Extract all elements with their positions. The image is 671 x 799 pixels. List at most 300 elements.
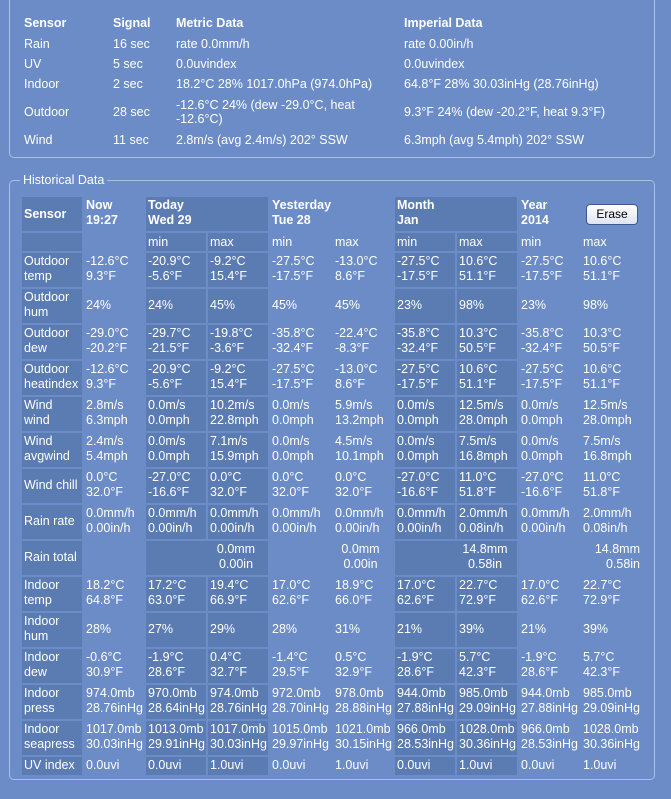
hist-value-metric: 11.0°C xyxy=(583,470,621,484)
hist-value-metric: 0.0mm/h xyxy=(210,506,259,520)
hist-value-cell xyxy=(84,505,144,539)
hist-value-metric: 2.0mm/h xyxy=(583,506,632,520)
hist-value-metric: 0.0mm/h xyxy=(521,506,570,520)
hist-value-metric: 0.4°C xyxy=(210,650,242,664)
hist-value-metric: 4.5m/s xyxy=(335,434,373,448)
hist-value-imperial: 28.76inHg xyxy=(210,701,267,715)
hist-value-cell xyxy=(395,757,455,775)
hist-row-sensor xyxy=(22,541,82,575)
hist-value-cell xyxy=(581,397,645,431)
hist-value-metric: -27.5°C xyxy=(521,254,564,268)
hist-value-metric: -1.4°C xyxy=(272,650,308,664)
hist-sensor-name: Indoor xyxy=(24,686,60,700)
hist-value-metric: -1.9°C xyxy=(397,650,433,664)
hist-value-imperial: 8.6°F xyxy=(335,269,366,283)
hist-value-cell xyxy=(208,577,268,611)
live-row-imperial: 9.3°F 24% (dew -20.2°F, heat 9.3°F) xyxy=(404,105,606,119)
hist-value-imperial: 51.8°F xyxy=(459,485,496,499)
hist-value-cell xyxy=(395,289,455,323)
hist-value-imperial: -16.6°F xyxy=(397,485,439,499)
hist-value-metric: 5.7°C xyxy=(583,650,615,664)
hist-rain-total-in: 0.58in xyxy=(467,557,503,571)
hist-value-metric: 1015.0mb xyxy=(272,722,328,736)
hist-value-cell xyxy=(581,289,645,323)
hist-value-cell xyxy=(581,613,645,647)
hist-sensor-sub: hum xyxy=(24,305,49,319)
hist-value-imperial: 29.09inHg xyxy=(459,701,516,715)
historical-data-panel xyxy=(9,173,655,780)
hist-value-cell xyxy=(581,253,645,287)
hist-value-imperial: 27.88inHg xyxy=(397,701,454,715)
hist-value-imperial: 51.1°F xyxy=(583,269,620,283)
live-row-imperial: 64.8°F 28% 30.03inHg (28.76inHg) xyxy=(404,77,599,91)
hist-value-cell xyxy=(457,613,517,647)
hist-value-imperial: 62.6°F xyxy=(272,593,309,607)
hist-value-imperial: 72.9°F xyxy=(583,593,620,607)
hist-sensor-name: Outdoor xyxy=(24,254,70,268)
hist-value-cell xyxy=(519,577,579,611)
hist-value-cell xyxy=(270,433,332,467)
hist-row-sensor xyxy=(22,577,82,611)
hist-value-cell xyxy=(84,613,144,647)
hist-value-imperial: 0.0mph xyxy=(397,413,439,427)
hist-row-sensor xyxy=(22,685,82,719)
hist-value-metric: -1.9°C xyxy=(521,650,557,664)
hist-sensor-sub: dew xyxy=(24,665,47,679)
hist-value-cell xyxy=(581,361,645,395)
hist-value-cell xyxy=(270,721,332,755)
hist-value-metric: 18.2°C xyxy=(86,578,125,592)
hist-value-cell xyxy=(270,577,332,611)
hist-value-cell xyxy=(146,505,206,539)
hist-value-metric: 22.7°C xyxy=(583,578,622,592)
hist-value-metric: 17.0°C xyxy=(397,578,436,592)
hist-period-label: Now xyxy=(86,198,113,212)
hist-value-cell xyxy=(84,577,144,611)
live-row-sensor: Wind xyxy=(24,133,53,147)
hist-value-imperial: 0.0mph xyxy=(148,413,190,427)
hist-value-metric: 970.0mb xyxy=(148,686,197,700)
live-row-signal: 28 sec xyxy=(113,105,150,119)
hist-value-metric: 0.0°C xyxy=(272,470,304,484)
hist-value-cell xyxy=(395,721,455,755)
hist-value-imperial: 28.0mph xyxy=(583,413,632,427)
hist-sensor-name: Wind chill xyxy=(24,478,78,492)
hist-value-metric: -27.5°C xyxy=(397,362,440,376)
hist-period-label: Today xyxy=(148,198,184,212)
hist-value-cell xyxy=(581,505,645,539)
hist-value-cell xyxy=(457,577,517,611)
hist-value-metric: 944.0mb xyxy=(521,686,570,700)
hist-value: 23% xyxy=(397,298,423,312)
hist-value: 0.0uvi xyxy=(86,758,120,772)
hist-value-metric: 2.0mm/h xyxy=(459,506,508,520)
hist-value: 98% xyxy=(583,298,609,312)
hist-value-metric: -9.2°C xyxy=(210,254,246,268)
hist-value-imperial: 32.0°F xyxy=(272,485,309,499)
hist-value-cell xyxy=(146,361,206,395)
hist-sensor-name: Indoor xyxy=(24,614,60,628)
hist-value-cell xyxy=(270,361,332,395)
hist-value-imperial: 66.0°F xyxy=(335,593,372,607)
hist-value-cell xyxy=(333,685,393,719)
hist-value-metric: 11.0°C xyxy=(459,470,497,484)
hist-value-cell xyxy=(395,613,455,647)
hist-value-cell xyxy=(270,613,332,647)
hist-row-sensor xyxy=(22,325,82,359)
hist-value-imperial: 15.9mph xyxy=(210,449,259,463)
hist-value-cell xyxy=(395,361,455,395)
min-label: min xyxy=(521,235,542,249)
hist-value-metric: 0.0m/s xyxy=(148,434,186,448)
hist-value-imperial: 10.1mph xyxy=(335,449,384,463)
hist-rain-total-mm: 14.8mm xyxy=(462,542,508,556)
hist-value-metric: -27.5°C xyxy=(397,254,440,268)
hist-value-imperial: 16.8mph xyxy=(459,449,508,463)
hist-value-metric: 0.0m/s xyxy=(397,398,435,412)
hist-value-cell xyxy=(333,361,393,395)
hist-value-cell xyxy=(395,325,455,359)
hist-value-cell xyxy=(581,469,645,503)
hist-value-imperial: 28.6°F xyxy=(397,665,434,679)
hist-value-imperial: 0.0mph xyxy=(521,449,563,463)
hist-value-imperial: 30.03inHg xyxy=(86,737,143,751)
hist-value-cell xyxy=(395,577,455,611)
hist-value-imperial: 28.64inHg xyxy=(148,701,205,715)
hist-value-cell xyxy=(519,505,579,539)
hist-period-sub: Wed 29 xyxy=(148,213,192,227)
hist-value-imperial: 27.88inHg xyxy=(521,701,578,715)
hist-row-sensor xyxy=(22,505,82,539)
hist-value-imperial: 0.00in/h xyxy=(272,521,317,535)
hist-value-metric: 22.7°C xyxy=(459,578,498,592)
hist-period-sub: Tue 28 xyxy=(272,213,311,227)
hist-sensor-name: Indoor xyxy=(24,722,60,736)
hist-value-imperial: 42.3°F xyxy=(583,665,620,679)
hist-value-imperial: 72.9°F xyxy=(459,593,496,607)
hist-rain-total-mm: 14.8mm xyxy=(594,542,640,556)
live-row-sensor: Outdoor xyxy=(24,105,70,119)
hist-value-metric: 0.0m/s xyxy=(521,398,559,412)
hist-value-metric: 0.0mm/h xyxy=(335,506,384,520)
hist-row-sensor xyxy=(22,289,82,323)
hist-row-sensor xyxy=(22,397,82,431)
hist-value-metric: -27.5°C xyxy=(272,254,315,268)
hist-value: 45% xyxy=(272,298,298,312)
hist-value-imperial: 62.6°F xyxy=(397,593,434,607)
hist-value-cell xyxy=(581,325,645,359)
hist-value-imperial: 13.2mph xyxy=(335,413,384,427)
hist-value-cell xyxy=(519,757,579,775)
hist-period-header xyxy=(146,197,268,231)
hist-value-cell xyxy=(146,253,206,287)
hist-value-cell xyxy=(395,685,455,719)
hist-period-sub: 2014 xyxy=(521,213,549,227)
hist-value-imperial: 29.09inHg xyxy=(583,701,640,715)
hist-value-cell xyxy=(208,253,268,287)
hist-value-imperial: 32.7°F xyxy=(210,665,247,679)
hist-value: 39% xyxy=(459,622,485,636)
live-row-sensor: Indoor xyxy=(24,77,60,91)
hist-value-imperial: -32.4°F xyxy=(397,341,439,355)
hist-value-cell xyxy=(84,397,144,431)
hist-value-imperial: 30.15inHg xyxy=(335,737,392,751)
hist-value-imperial: 63.0°F xyxy=(148,593,185,607)
hist-value-imperial: -17.5°F xyxy=(397,377,439,391)
hist-value-cell xyxy=(84,757,144,775)
hist-value-cell xyxy=(208,325,268,359)
hist-value: 24% xyxy=(86,298,112,312)
hist-sensor-sub: wind xyxy=(24,413,50,427)
hist-value-metric: 19.4°C xyxy=(210,578,249,592)
hist-value-metric: -1.9°C xyxy=(148,650,184,664)
hist-period-header xyxy=(519,197,579,231)
hist-value: 1.0uvi xyxy=(335,758,369,772)
hist-value-metric: 1028.0mb xyxy=(583,722,639,736)
hist-value: 23% xyxy=(521,298,547,312)
hist-value-cell xyxy=(146,721,206,755)
hist-value-imperial: 0.00in/h xyxy=(86,521,131,535)
hist-sensor-name: Indoor xyxy=(24,578,60,592)
hist-value-metric: 966.0mb xyxy=(521,722,570,736)
hist-value-cell xyxy=(270,505,332,539)
hist-value-metric: -35.8°C xyxy=(272,326,315,340)
hist-rain-total-in: 0.00in xyxy=(343,557,378,571)
hist-value-imperial: -17.5°F xyxy=(521,269,563,283)
hist-value-cell xyxy=(84,685,144,719)
hist-value-imperial: 50.5°F xyxy=(459,341,496,355)
hist-value-cell xyxy=(333,325,393,359)
max-label: max xyxy=(457,233,517,251)
hist-value-cell xyxy=(333,253,393,287)
hist-value-imperial: 0.00in/h xyxy=(397,521,442,535)
hist-value-cell xyxy=(519,361,579,395)
historical-data-legend: Historical Data xyxy=(20,172,107,188)
hist-value-imperial: 0.00in/h xyxy=(335,521,380,535)
hist-row-sensor xyxy=(22,361,82,395)
hist-value-cell xyxy=(146,577,206,611)
hist-value-cell xyxy=(84,721,144,755)
hist-value: 1.0uvi xyxy=(583,758,617,772)
hist-value-cell xyxy=(208,505,268,539)
hist-value-cell xyxy=(581,757,645,775)
live-row-signal: 16 sec xyxy=(113,37,150,51)
hist-value-metric: -20.9°C xyxy=(148,254,191,268)
hist-value-metric: -27.5°C xyxy=(521,362,564,376)
hist-value-imperial: 29.91inHg xyxy=(148,737,205,751)
hist-value-imperial: -17.5°F xyxy=(521,377,563,391)
hist-value-imperial: -5.6°F xyxy=(148,377,183,391)
hist-value-cell xyxy=(395,469,455,503)
hist-value-imperial: 62.6°F xyxy=(521,593,558,607)
hist-value-cell xyxy=(146,757,206,775)
hist-value-imperial: 42.3°F xyxy=(459,665,496,679)
hist-value: 0.0uvi xyxy=(521,758,555,772)
hist-value-cell xyxy=(581,649,645,683)
live-row-sensor: UV xyxy=(24,57,42,71)
hist-value: 0.0uvi xyxy=(397,758,431,772)
hist-value-cell xyxy=(84,325,144,359)
hist-value: 27% xyxy=(148,622,174,636)
hist-header-sensor: Sensor xyxy=(22,197,82,231)
hist-value-metric: -27.0°C xyxy=(397,470,440,484)
hist-value-cell xyxy=(395,397,455,431)
hist-value-cell xyxy=(270,757,332,775)
hist-value-cell xyxy=(146,685,206,719)
hist-row-sensor xyxy=(22,433,82,467)
hist-value-cell xyxy=(333,757,393,775)
hist-value-metric: 972.0mb xyxy=(272,686,321,700)
hist-value-metric: -13.0°C xyxy=(335,254,378,268)
hist-value-cell xyxy=(270,397,332,431)
hist-value-imperial: 30.9°F xyxy=(86,665,123,679)
hist-value-imperial: -5.6°F xyxy=(148,269,183,283)
hist-value-metric: 17.2°C xyxy=(148,578,187,592)
hist-row-sensor xyxy=(22,649,82,683)
hist-rain-total-cell xyxy=(84,541,144,575)
hist-value-imperial: 32.9°F xyxy=(335,665,372,679)
hist-value-imperial: -32.4°F xyxy=(521,341,563,355)
hist-sensor-name: Rain rate xyxy=(24,514,75,528)
hist-period-label: Year xyxy=(521,198,548,212)
hist-value-cell xyxy=(208,721,268,755)
hist-value-metric: 12.5m/s xyxy=(583,398,628,412)
hist-value-imperial: -17.5°F xyxy=(272,269,314,283)
hist-value-cell xyxy=(146,289,206,323)
hist-value-cell xyxy=(146,397,206,431)
hist-value-metric: 985.0mb xyxy=(583,686,632,700)
live-row-imperial: rate 0.00in/h xyxy=(404,37,474,51)
hist-value-cell xyxy=(84,253,144,287)
hist-value-cell xyxy=(146,469,206,503)
hist-value-cell xyxy=(519,685,579,719)
hist-value-cell xyxy=(146,613,206,647)
hist-value-imperial: 9.3°F xyxy=(86,269,117,283)
hist-value-imperial: -21.5°F xyxy=(148,341,190,355)
live-header-sensor: Sensor xyxy=(24,16,67,30)
hist-value-cell xyxy=(270,649,332,683)
hist-value-metric: 0.0mm/h xyxy=(397,506,446,520)
hist-value-cell xyxy=(395,649,455,683)
live-row-metric: 0.0uvindex xyxy=(176,57,237,71)
hist-sensor-name: Wind xyxy=(24,434,53,448)
hist-value-metric: 10.2m/s xyxy=(210,398,255,412)
hist-value-metric: -29.0°C xyxy=(86,326,129,340)
hist-value-imperial: 51.1°F xyxy=(459,269,496,283)
max-label: max xyxy=(583,235,607,249)
hist-value-metric: 0.0m/s xyxy=(148,398,186,412)
hist-value-cell xyxy=(519,289,579,323)
hist-sensor-name: Rain total xyxy=(24,550,77,564)
hist-value-imperial: 32.0°F xyxy=(335,485,372,499)
hist-value-imperial: 28.76inHg xyxy=(86,701,143,715)
hist-value-imperial: 0.0mph xyxy=(521,413,563,427)
hist-value-metric: 0.0mm/h xyxy=(272,506,321,520)
hist-value-cell xyxy=(457,469,517,503)
hist-value-metric: -9.2°C xyxy=(210,362,246,376)
hist-value-metric: 0.0mm/h xyxy=(86,506,135,520)
hist-value-metric: 974.0mb xyxy=(86,686,135,700)
hist-value-imperial: 0.08in/h xyxy=(459,521,504,535)
hist-value-cell xyxy=(333,649,393,683)
hist-value-metric: -12.6°C xyxy=(86,254,129,268)
hist-value-cell xyxy=(519,613,579,647)
hist-value-cell xyxy=(146,433,206,467)
hist-value-metric: -27.0°C xyxy=(521,470,564,484)
hist-row-sensor xyxy=(22,253,82,287)
hist-value-imperial: 51.1°F xyxy=(459,377,496,391)
hist-value-imperial: 8.6°F xyxy=(335,377,366,391)
hist-value-imperial: 22.8mph xyxy=(210,413,259,427)
hist-value-imperial: 28.70inHg xyxy=(272,701,329,715)
hist-value-cell xyxy=(457,433,517,467)
hist-value-imperial: -17.5°F xyxy=(397,269,439,283)
hist-value-imperial: 0.0mph xyxy=(272,449,314,463)
hist-value-metric: 1028.0mb xyxy=(459,722,515,736)
hist-value-metric: -19.8°C xyxy=(210,326,253,340)
max-label: max xyxy=(208,233,268,251)
hist-value-imperial: 6.3mph xyxy=(86,413,128,427)
hist-value-metric: 0.0°C xyxy=(335,470,367,484)
hist-value-imperial: 29.97inHg xyxy=(272,737,329,751)
hist-minmax-blank xyxy=(22,233,82,251)
hist-value-imperial: 50.5°F xyxy=(583,341,620,355)
hist-value-cell xyxy=(457,649,517,683)
hist-value-cell xyxy=(519,649,579,683)
live-row-metric: rate 0.0mm/h xyxy=(176,37,250,51)
hist-value-cell xyxy=(519,469,579,503)
hist-value-imperial: 28.88inHg xyxy=(335,701,392,715)
hist-value-metric: 10.3°C xyxy=(459,326,498,340)
hist-rain-total-mm: 0.0mm xyxy=(341,542,380,556)
hist-value-metric: 944.0mb xyxy=(397,686,446,700)
hist-value-cell xyxy=(84,649,144,683)
hist-value-cell xyxy=(208,685,268,719)
hist-value-cell xyxy=(519,325,579,359)
hist-value-metric: 18.9°C xyxy=(335,578,374,592)
hist-value-cell xyxy=(519,253,579,287)
hist-value-metric: 966.0mb xyxy=(397,722,446,736)
hist-value-cell xyxy=(457,505,517,539)
hist-value-imperial: -17.5°F xyxy=(272,377,314,391)
hist-value-imperial: -16.6°F xyxy=(521,485,563,499)
hist-value-cell xyxy=(333,433,393,467)
hist-value-cell xyxy=(208,613,268,647)
hist-value-imperial: 15.4°F xyxy=(210,377,247,391)
hist-value-metric: -22.4°C xyxy=(335,326,378,340)
hist-value: 29% xyxy=(210,622,236,636)
hist-value-imperial: 32.0°F xyxy=(86,485,123,499)
hist-value: 21% xyxy=(397,622,423,636)
live-row-signal: 5 sec xyxy=(113,57,143,71)
hist-value-cell xyxy=(519,433,579,467)
hist-value-cell xyxy=(457,757,517,775)
hist-value-imperial: -20.2°F xyxy=(86,341,128,355)
hist-sensor-name: Outdoor xyxy=(24,326,70,340)
erase-button[interactable]: Erase xyxy=(586,204,638,225)
hist-value-metric: -20.9°C xyxy=(148,362,191,376)
hist-value-metric: -35.8°C xyxy=(521,326,564,340)
hist-row-sensor xyxy=(22,613,82,647)
hist-value-imperial: 0.0mph xyxy=(272,413,314,427)
hist-value-metric: 10.6°C xyxy=(459,254,498,268)
hist-sensor-sub: avgwind xyxy=(24,449,70,463)
hist-sensor-sub: seapress xyxy=(24,737,75,751)
hist-value-imperial: 66.9°F xyxy=(210,593,247,607)
hist-value-imperial: 15.4°F xyxy=(210,269,247,283)
hist-value-metric: 17.0°C xyxy=(521,578,560,592)
hist-value-metric: 5.7°C xyxy=(459,650,491,664)
